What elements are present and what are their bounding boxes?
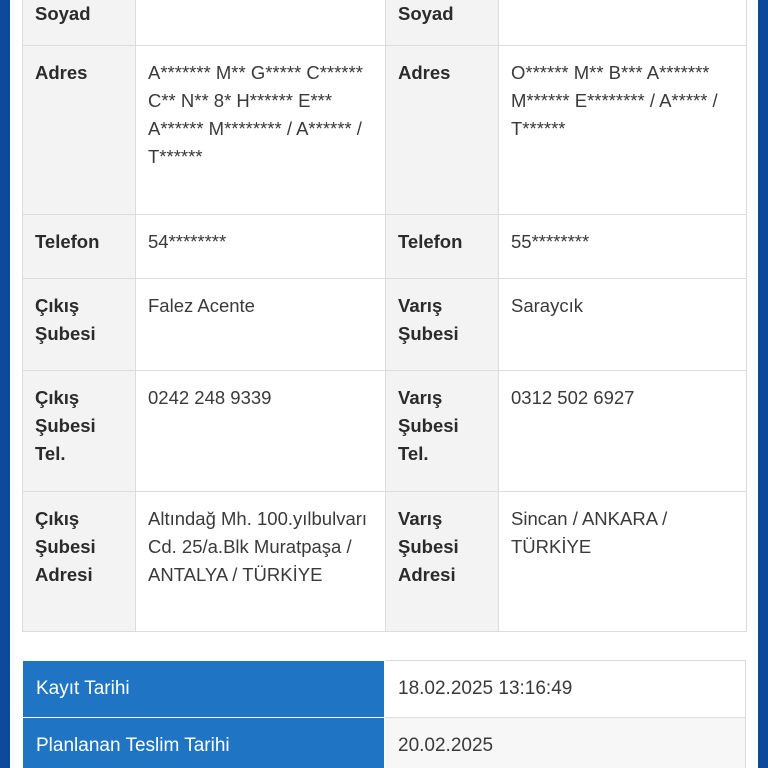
- arrival-branch-address-value: Sincan / ANKARA / TÜRKİYE: [499, 492, 747, 632]
- table-row: [23, 718, 746, 768]
- dates-table: [22, 660, 746, 768]
- departure-branch-address-label: Çıkış Şubesi Adresi: [23, 492, 136, 632]
- arrival-branch-phone-label: Varış Şubesi Tel.: [386, 371, 499, 492]
- arrival-branch-phone-value: 0312 502 6927: [499, 371, 747, 492]
- table-row: [23, 0, 747, 46]
- departure-branch-label: Çıkış Şubesi: [23, 279, 136, 371]
- sender-phone-label: Telefon: [23, 215, 136, 279]
- table-row: [23, 279, 747, 371]
- arrival-branch-label: Varış Şubesi: [386, 279, 499, 371]
- arrival-branch-value: Saraycık: [499, 279, 747, 371]
- shipment-detail-page: [10, 0, 758, 768]
- table-row: [23, 492, 747, 632]
- sender-phone-value: 54********: [136, 215, 386, 279]
- departure-branch-address-value: Altındağ Mh. 100.yılbulvarı Cd. 25/a.Blk Muratpaşa / ANTALYA / TÜRKİYE: [136, 492, 386, 632]
- planned-delivery-date-value: 20.02.2025: [385, 718, 746, 768]
- planned-delivery-date-label: Planlanan Teslim Tarihi: [23, 718, 385, 768]
- receiver-phone-label: Telefon: [386, 215, 499, 279]
- departure-branch-phone-value: 0242 248 9339: [136, 371, 386, 492]
- receiver-address-value: O****** M** B*** A******* M****** E******** / A***** / T******: [499, 46, 747, 215]
- receiver-address-label: Adres: [386, 46, 499, 215]
- departure-branch-phone-label: Çıkış Şubesi Tel.: [23, 371, 136, 492]
- registration-date-value: 18.02.2025 13:16:49: [385, 661, 746, 718]
- table-row: [23, 661, 746, 718]
- sender-surname-value: [136, 0, 386, 46]
- table-row: [23, 46, 747, 215]
- receiver-surname-label: Soyad: [386, 0, 499, 46]
- arrival-branch-address-label: Varış Şubesi Adresi: [386, 492, 499, 632]
- table-row: [23, 215, 747, 279]
- sender-surname-label: Soyad: [23, 0, 136, 46]
- table-row: [23, 371, 747, 492]
- sender-address-label: Adres: [23, 46, 136, 215]
- receiver-phone-value: 55********: [499, 215, 747, 279]
- registration-date-label: Kayıt Tarihi: [23, 661, 385, 718]
- departure-branch-value: Falez Acente: [136, 279, 386, 371]
- receiver-surname-value: [499, 0, 747, 46]
- sender-receiver-table: [22, 0, 747, 632]
- sender-address-value: A******* M** G***** C****** C** N** 8* H****** E*** A****** M******** / A****** / T******: [136, 46, 386, 215]
